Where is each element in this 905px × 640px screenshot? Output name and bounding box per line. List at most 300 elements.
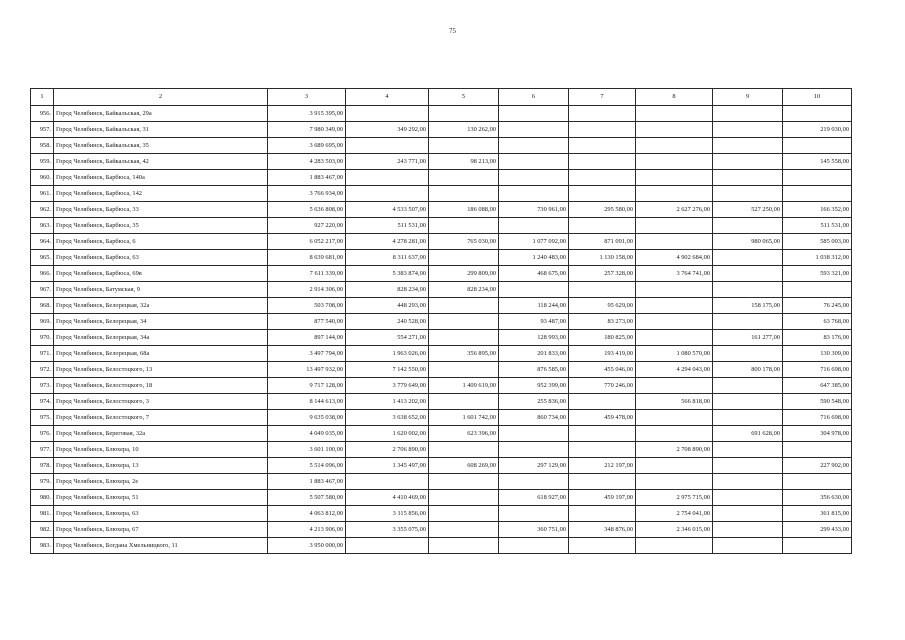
amount-cell: 63 768,00 [783, 314, 852, 330]
amount-cell: 166 352,00 [783, 202, 852, 218]
amount-cell [429, 330, 499, 346]
amount-cell [499, 106, 569, 122]
amount-cell: 1 963 026,00 [346, 346, 429, 362]
amount-cell [429, 474, 499, 490]
table-row [31, 122, 852, 138]
amount-cell [713, 170, 783, 186]
amount-cell: 13 497 932,00 [268, 362, 346, 378]
table-row [31, 314, 852, 330]
amount-cell: 2 627 276,00 [636, 202, 713, 218]
amount-cell [783, 170, 852, 186]
amount-cell [636, 458, 713, 474]
amount-cell: 3 764 741,00 [636, 266, 713, 282]
amount-cell [713, 378, 783, 394]
amount-cell: 9 717 128,00 [268, 378, 346, 394]
amount-cell: 503 708,00 [268, 298, 346, 314]
amount-cell: 860 734,00 [499, 410, 569, 426]
amount-cell [636, 138, 713, 154]
amount-cell: 1 601 742,00 [429, 410, 499, 426]
table-row [31, 330, 852, 346]
amount-cell: 130 309,00 [783, 346, 852, 362]
amount-cell [636, 218, 713, 234]
address-cell: Город Челябинск, Белорецкая, 68а [54, 346, 268, 362]
amount-cell: 5 636 808,00 [268, 202, 346, 218]
amount-cell: 2 914 306,00 [268, 282, 346, 298]
amount-cell [713, 410, 783, 426]
amount-cell: 348 876,00 [569, 522, 636, 538]
amount-cell: 1 077 092,00 [499, 234, 569, 250]
amount-cell [499, 154, 569, 170]
column-header: 10 [783, 89, 852, 106]
row-number-cell: 977. [31, 442, 54, 458]
amount-cell [346, 138, 429, 154]
amount-cell: 356 895,00 [429, 346, 499, 362]
amount-cell [569, 474, 636, 490]
table-row [31, 490, 852, 506]
address-cell: Город Челябинск, Белорецкая, 34 [54, 314, 268, 330]
address-cell: Город Челябинск, Барбюса, 35 [54, 218, 268, 234]
amount-cell [569, 442, 636, 458]
amount-cell [636, 314, 713, 330]
amount-cell: 3 355 075,00 [346, 522, 429, 538]
amount-cell [499, 442, 569, 458]
amount-cell: 511 531,00 [783, 218, 852, 234]
row-number-cell: 976. [31, 426, 54, 442]
column-header: 4 [346, 89, 429, 106]
amount-cell: 1 080 570,00 [636, 346, 713, 362]
address-cell: Город Челябинск, Байкальская, 29а [54, 106, 268, 122]
amount-cell [783, 474, 852, 490]
table-row [31, 346, 852, 362]
column-header: 3 [268, 89, 346, 106]
table-row [31, 426, 852, 442]
header-row [31, 89, 852, 106]
table-row [31, 234, 852, 250]
amount-cell: 4 278 281,00 [346, 234, 429, 250]
amount-cell: 770 246,00 [569, 378, 636, 394]
amount-cell [636, 234, 713, 250]
amount-cell: 1 240 483,00 [499, 250, 569, 266]
amount-cell: 623 396,00 [429, 426, 499, 442]
amount-cell: 361 815,00 [783, 506, 852, 522]
amount-cell [569, 282, 636, 298]
amount-cell [636, 186, 713, 202]
row-number-cell: 959. [31, 154, 54, 170]
amount-cell [636, 378, 713, 394]
amount-cell: 212 197,00 [569, 458, 636, 474]
amount-cell [346, 538, 429, 554]
amount-cell: 877 540,00 [268, 314, 346, 330]
table-row [31, 458, 852, 474]
amount-cell [713, 346, 783, 362]
amount-cell: 8 311 637,00 [346, 250, 429, 266]
amount-cell: 5 507 580,00 [268, 490, 346, 506]
amount-cell [636, 410, 713, 426]
row-number-cell: 967. [31, 282, 54, 298]
amount-cell: 448 293,00 [346, 298, 429, 314]
row-number-cell: 958. [31, 138, 54, 154]
amount-cell [499, 170, 569, 186]
amount-cell: 527 250,00 [713, 202, 783, 218]
amount-cell: 1 409 619,00 [429, 378, 499, 394]
row-number-cell: 963. [31, 218, 54, 234]
amount-cell: 240 528,00 [346, 314, 429, 330]
address-cell: Город Челябинск, Белостоцкого, 3 [54, 394, 268, 410]
address-cell: Город Челябинск, Байкальская, 31 [54, 122, 268, 138]
amount-cell: 186 088,00 [429, 202, 499, 218]
amount-cell: 255 836,00 [499, 394, 569, 410]
table-row [31, 522, 852, 538]
page-number: 75 [449, 27, 456, 35]
amount-cell: 76 245,00 [783, 298, 852, 314]
table-row [31, 506, 852, 522]
data-table [30, 88, 852, 554]
table-row [31, 362, 852, 378]
amount-cell: 304 978,00 [783, 426, 852, 442]
amount-cell [569, 106, 636, 122]
amount-cell: 299 809,00 [429, 266, 499, 282]
amount-cell: 1 130 158,00 [569, 250, 636, 266]
amount-cell [713, 282, 783, 298]
amount-cell [499, 538, 569, 554]
amount-cell [346, 106, 429, 122]
amount-cell [569, 506, 636, 522]
amount-cell: 7 142 550,00 [346, 362, 429, 378]
amount-cell [713, 106, 783, 122]
amount-cell [636, 170, 713, 186]
amount-cell: 2 754 041,00 [636, 506, 713, 522]
amount-cell: 118 244,00 [499, 298, 569, 314]
column-header: 1 [31, 89, 54, 106]
amount-cell [636, 154, 713, 170]
amount-cell: 1 345 497,00 [346, 458, 429, 474]
amount-cell: 7 980 349,00 [268, 122, 346, 138]
amount-cell [713, 218, 783, 234]
amount-cell: 730 961,00 [499, 202, 569, 218]
amount-cell [569, 218, 636, 234]
amount-cell [636, 538, 713, 554]
amount-cell: 9 635 038,00 [268, 410, 346, 426]
amount-cell: 4 049 035,00 [268, 426, 346, 442]
amount-cell [713, 490, 783, 506]
amount-cell [713, 394, 783, 410]
address-cell: Город Челябинск, Барбюса, 63 [54, 250, 268, 266]
table-row [31, 154, 852, 170]
table-row [31, 394, 852, 410]
address-cell: Город Челябинск, Блюхера, 10 [54, 442, 268, 458]
amount-cell [713, 458, 783, 474]
amount-cell: 1 413 202,00 [346, 394, 429, 410]
amount-cell: 2 346 015,00 [636, 522, 713, 538]
amount-cell [499, 138, 569, 154]
amount-cell: 4 213 906,00 [268, 522, 346, 538]
row-number-cell: 971. [31, 346, 54, 362]
address-cell: Город Челябинск, Блюхера, 13 [54, 458, 268, 474]
amount-cell [713, 266, 783, 282]
amount-cell: 2 706 890,00 [346, 442, 429, 458]
table-row [31, 170, 852, 186]
row-number-cell: 970. [31, 330, 54, 346]
amount-cell: 8 639 681,00 [268, 250, 346, 266]
row-number-cell: 968. [31, 298, 54, 314]
amount-cell [429, 490, 499, 506]
amount-cell: 828 234,00 [429, 282, 499, 298]
amount-cell [499, 218, 569, 234]
amount-cell [346, 186, 429, 202]
amount-cell [429, 106, 499, 122]
amount-cell [569, 394, 636, 410]
amount-cell [713, 250, 783, 266]
amount-cell: 3 950 000,00 [268, 538, 346, 554]
amount-cell: 3 601 100,00 [268, 442, 346, 458]
table-row [31, 266, 852, 282]
row-number-cell: 965. [31, 250, 54, 266]
amount-cell [569, 154, 636, 170]
row-number-cell: 982. [31, 522, 54, 538]
column-header: 7 [569, 89, 636, 106]
table-row [31, 538, 852, 554]
amount-cell: 3 766 934,00 [268, 186, 346, 202]
amount-cell: 3 638 652,00 [346, 410, 429, 426]
amount-cell: 716 698,00 [783, 362, 852, 378]
amount-cell [713, 154, 783, 170]
address-cell: Город Челябинск, Блюхера, 2е [54, 474, 268, 490]
amount-cell: 130 262,00 [429, 122, 499, 138]
address-cell: Город Челябинск, Богдана Хмельницкого, 11 [54, 538, 268, 554]
amount-cell: 227 902,00 [783, 458, 852, 474]
amount-cell: 871 091,00 [569, 234, 636, 250]
row-number-cell: 975. [31, 410, 54, 426]
amount-cell: 585 003,00 [783, 234, 852, 250]
column-header: 9 [713, 89, 783, 106]
amount-cell: 927 220,00 [268, 218, 346, 234]
row-number-cell: 957. [31, 122, 54, 138]
amount-cell: 295 580,00 [569, 202, 636, 218]
row-number-cell: 966. [31, 266, 54, 282]
table-row [31, 282, 852, 298]
amount-cell: 180 825,00 [569, 330, 636, 346]
address-cell: Город Челябинск, Байкальская, 42 [54, 154, 268, 170]
address-cell: Город Челябинск, Белорецкая, 32а [54, 298, 268, 314]
row-number-cell: 978. [31, 458, 54, 474]
amount-cell [429, 250, 499, 266]
address-cell: Город Челябинск, Белорецкая, 34а [54, 330, 268, 346]
column-header: 8 [636, 89, 713, 106]
amount-cell [429, 362, 499, 378]
amount-cell: 243 771,00 [346, 154, 429, 170]
amount-cell [429, 538, 499, 554]
amount-cell: 3 779 649,00 [346, 378, 429, 394]
row-number-cell: 972. [31, 362, 54, 378]
amount-cell [429, 442, 499, 458]
row-number-cell: 956. [31, 106, 54, 122]
amount-cell: 3 915 395,00 [268, 106, 346, 122]
amount-cell: 257 328,00 [569, 266, 636, 282]
address-cell: Город Челябинск, Белостоцкого, 18 [54, 378, 268, 394]
amount-cell: 360 751,00 [499, 522, 569, 538]
amount-cell [429, 394, 499, 410]
address-cell: Город Челябинск, Белостоцкого, 7 [54, 410, 268, 426]
amount-cell: 4 902 684,00 [636, 250, 713, 266]
amount-cell: 1 620 002,00 [346, 426, 429, 442]
amount-cell: 608 269,00 [429, 458, 499, 474]
amount-cell [636, 122, 713, 138]
amount-cell: 4 063 812,00 [268, 506, 346, 522]
amount-cell: 566 818,00 [636, 394, 713, 410]
address-cell: Город Челябинск, Барбюса, 140а [54, 170, 268, 186]
amount-cell: 459 197,00 [569, 490, 636, 506]
amount-cell [713, 314, 783, 330]
row-number-cell: 973. [31, 378, 54, 394]
amount-cell: 691 628,00 [713, 426, 783, 442]
amount-cell [713, 186, 783, 202]
address-cell: Город Челябинск, Блюхера, 67 [54, 522, 268, 538]
amount-cell: 765 030,00 [429, 234, 499, 250]
amount-cell: 193 419,00 [569, 346, 636, 362]
amount-cell: 980 065,00 [713, 234, 783, 250]
amount-cell: 647 385,00 [783, 378, 852, 394]
amount-cell [713, 138, 783, 154]
amount-cell [783, 282, 852, 298]
row-number-cell: 962. [31, 202, 54, 218]
row-number-cell: 979. [31, 474, 54, 490]
amount-cell [429, 138, 499, 154]
amount-cell [713, 474, 783, 490]
amount-cell: 716 698,00 [783, 410, 852, 426]
amount-cell: 95 629,00 [569, 298, 636, 314]
amount-cell: 455 046,00 [569, 362, 636, 378]
address-cell: Город Челябинск, Барбюса, 142 [54, 186, 268, 202]
amount-cell [499, 122, 569, 138]
table-row [31, 410, 852, 426]
amount-cell [569, 122, 636, 138]
amount-cell: 145 558,00 [783, 154, 852, 170]
column-header: 6 [499, 89, 569, 106]
amount-cell [636, 330, 713, 346]
amount-cell: 98 213,00 [429, 154, 499, 170]
amount-cell [713, 122, 783, 138]
amount-cell [783, 138, 852, 154]
address-cell: Город Челябинск, Блюхера, 51 [54, 490, 268, 506]
amount-cell: 1 883 467,00 [268, 474, 346, 490]
amount-cell: 5 383 874,00 [346, 266, 429, 282]
amount-cell [569, 186, 636, 202]
amount-cell: 7 611 339,00 [268, 266, 346, 282]
amount-cell: 2 708 890,00 [636, 442, 713, 458]
amount-cell [713, 538, 783, 554]
amount-cell: 897 144,00 [268, 330, 346, 346]
amount-cell [429, 218, 499, 234]
row-number-cell: 961. [31, 186, 54, 202]
amount-cell [429, 522, 499, 538]
amount-cell: 2 975 715,00 [636, 490, 713, 506]
amount-cell: 201 833,00 [499, 346, 569, 362]
amount-cell [569, 426, 636, 442]
amount-cell: 219 030,00 [783, 122, 852, 138]
amount-cell [499, 282, 569, 298]
amount-cell [429, 186, 499, 202]
amount-cell [713, 506, 783, 522]
table-row [31, 218, 852, 234]
amount-cell: 128 993,00 [499, 330, 569, 346]
amount-cell [636, 474, 713, 490]
amount-cell: 349 292,00 [346, 122, 429, 138]
row-number-cell: 964. [31, 234, 54, 250]
amount-cell: 4 294 043,00 [636, 362, 713, 378]
amount-cell: 93 487,00 [499, 314, 569, 330]
address-cell: Город Челябинск, Батумская, 9 [54, 282, 268, 298]
amount-cell: 459 478,00 [569, 410, 636, 426]
amount-cell: 4 533 507,00 [346, 202, 429, 218]
amount-cell [499, 474, 569, 490]
address-cell: Город Челябинск, Белостоцкого, 13 [54, 362, 268, 378]
amount-cell: 3 689 695,00 [268, 138, 346, 154]
table-row [31, 474, 852, 490]
amount-cell: 1 038 312,00 [783, 250, 852, 266]
amount-cell [429, 506, 499, 522]
amount-cell: 590 548,00 [783, 394, 852, 410]
table-row [31, 186, 852, 202]
amount-cell: 6 052 217,00 [268, 234, 346, 250]
amount-cell [636, 298, 713, 314]
amount-cell [346, 170, 429, 186]
amount-cell: 828 234,00 [346, 282, 429, 298]
amount-cell: 4 283 503,00 [268, 154, 346, 170]
address-cell: Город Челябинск, Блюхера, 63 [54, 506, 268, 522]
amount-cell [783, 442, 852, 458]
amount-cell: 299 433,00 [783, 522, 852, 538]
amount-cell: 158 175,00 [713, 298, 783, 314]
amount-cell [569, 170, 636, 186]
amount-cell: 876 585,00 [499, 362, 569, 378]
amount-cell [636, 282, 713, 298]
amount-cell: 468 675,00 [499, 266, 569, 282]
amount-cell [569, 538, 636, 554]
amount-cell [783, 106, 852, 122]
amount-cell: 800 178,00 [713, 362, 783, 378]
amount-cell: 511 531,00 [346, 218, 429, 234]
amount-cell: 3 115 856,00 [346, 506, 429, 522]
amount-cell [783, 186, 852, 202]
table-row [31, 378, 852, 394]
amount-cell: 356 630,00 [783, 490, 852, 506]
amount-cell: 1 883 467,00 [268, 170, 346, 186]
column-header: 2 [54, 89, 268, 106]
amount-cell [636, 426, 713, 442]
amount-cell [713, 522, 783, 538]
table-row [31, 106, 852, 122]
amount-cell [713, 442, 783, 458]
amount-cell [429, 170, 499, 186]
amount-cell [429, 314, 499, 330]
amount-cell: 3 497 794,00 [268, 346, 346, 362]
amount-cell [783, 538, 852, 554]
amount-cell [429, 298, 499, 314]
address-cell: Город Челябинск, Байкальская, 35 [54, 138, 268, 154]
amount-cell: 593 321,00 [783, 266, 852, 282]
amount-cell [346, 474, 429, 490]
table-row [31, 442, 852, 458]
row-number-cell: 974. [31, 394, 54, 410]
column-header: 5 [429, 89, 499, 106]
amount-cell: 8 144 613,00 [268, 394, 346, 410]
address-cell: Город Челябинск, Барбюса, 33 [54, 202, 268, 218]
amount-cell [636, 106, 713, 122]
amount-cell: 83 273,00 [569, 314, 636, 330]
address-cell: Город Челябинск, Береговая, 32а [54, 426, 268, 442]
amount-cell: 5 514 096,00 [268, 458, 346, 474]
amount-cell [499, 186, 569, 202]
